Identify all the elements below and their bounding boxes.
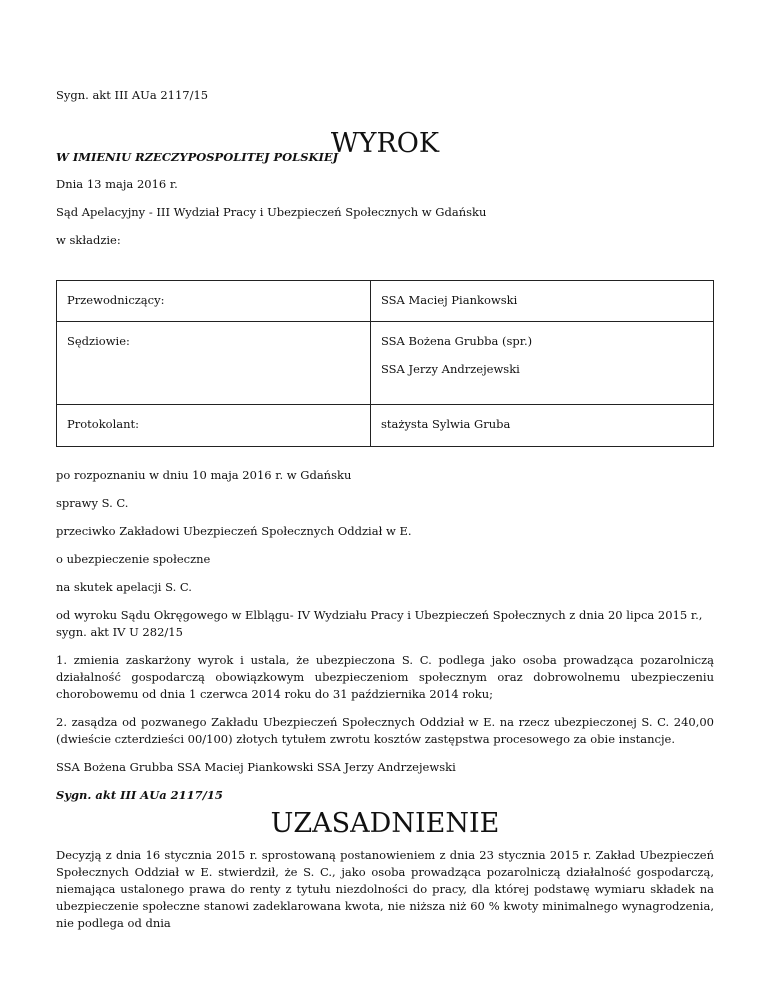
composition-label: w składzie:: [56, 233, 121, 247]
judge-2: SSA Jerzy Andrzejewski: [381, 362, 520, 376]
in-the-name-heading: W IMIENIU RZECZYPOSPOLITEJ POLSKIEJ: [56, 150, 339, 164]
hearing-date-line: po rozpoznaniu w dniu 10 maja 2016 r. w Gdańsku: [56, 468, 352, 482]
justification-case-signature: Sygn. akt III AUa 2117/15: [56, 788, 223, 802]
lower-court-judgment: od wyroku Sądu Okręgowego w Elblągu- IV Wydziału Pracy i Ubezpieczeń Społecznych z dnia 20 lipca 2015 r., sygn. akt IV U 282/15: [56, 608, 703, 639]
judge-signatures: SSA Bożena Grubba SSA Maciej Piankowski SSA Jerzy Andrzejewski: [56, 760, 456, 774]
subject-line: o ubezpieczenie społeczne: [56, 552, 211, 566]
clerk-value: stażysta Sylwia Gruba: [371, 405, 714, 447]
judges-label: Sędziowie:: [57, 322, 371, 405]
chair-value: SSA Maciej Piankowski: [371, 281, 714, 322]
ruling-point-1: 1. zmienia zaskarżony wyrok i ustala, że ubezpieczona S. C. podlega jako osoba prowadząca pozarolniczą działalność gospodarczą obowiązkowym ubezpieczeniom społecznym oraz dobrowolnemu ubezpieczeniu chorobowemu od dnia 1 czerwca 2014 roku do 31 października 2014 roku;: [56, 653, 714, 701]
judgment-title: WYROK: [330, 128, 440, 160]
chair-label: Przewodniczący:: [57, 281, 371, 322]
ruling-point-2: 2. zasądza od pozwanego Zakładu Ubezpieczeń Społecznych Oddział w E. na rzecz ubezpieczonej S. C. 240,00 (dwieście czterdzieści 00/100) złotych tytułem zwrotu kosztów zastępstwa procesowego za obie instancje.: [56, 715, 714, 746]
justification-title: UZASADNIENIE: [270, 808, 500, 839]
appeal-line: na skutek apelacji S. C.: [56, 580, 192, 594]
judges-value: [371, 322, 714, 405]
against-line: przeciwko Zakładowi Ubezpieczeń Społecznych Oddział w E.: [56, 524, 412, 538]
panel-row-clerk: [57, 405, 714, 447]
case-of-line: sprawy S. C.: [56, 496, 129, 510]
justification-text: Decyzją z dnia 16 stycznia 2015 r. sprostowaną postanowieniem z dnia 23 stycznia 2015 r. Zakład Ubezpieczeń Społecznych Oddział w E. stwierdził, że S. C., jako osoba prowadząca pozarolniczą działalność gospodarczą, niemająca ustalonego prawa do renty z tytułu niezdolności do pracy, dla której podstawę wymiaru składek na ubezpieczenie społeczne stanowi zadeklarowana kwota, nie niższa niż 60 % kwoty minimalnego wynagrodzenia, nie podlega od dnia: [56, 848, 714, 930]
judge-1: SSA Bożena Grubba (spr.): [381, 334, 533, 348]
panel-table: [56, 280, 714, 447]
case-signature: Sygn. akt III AUa 2117/15: [56, 88, 209, 102]
panel-row-judges: [57, 322, 714, 405]
panel-row-chair: [57, 281, 714, 322]
judgment-date: Dnia 13 maja 2016 r.: [56, 177, 178, 191]
clerk-label: Protokolant:: [57, 405, 371, 447]
court-name: Sąd Apelacyjny - III Wydział Pracy i Ubezpieczeń Społecznych w Gdańsku: [56, 205, 487, 219]
